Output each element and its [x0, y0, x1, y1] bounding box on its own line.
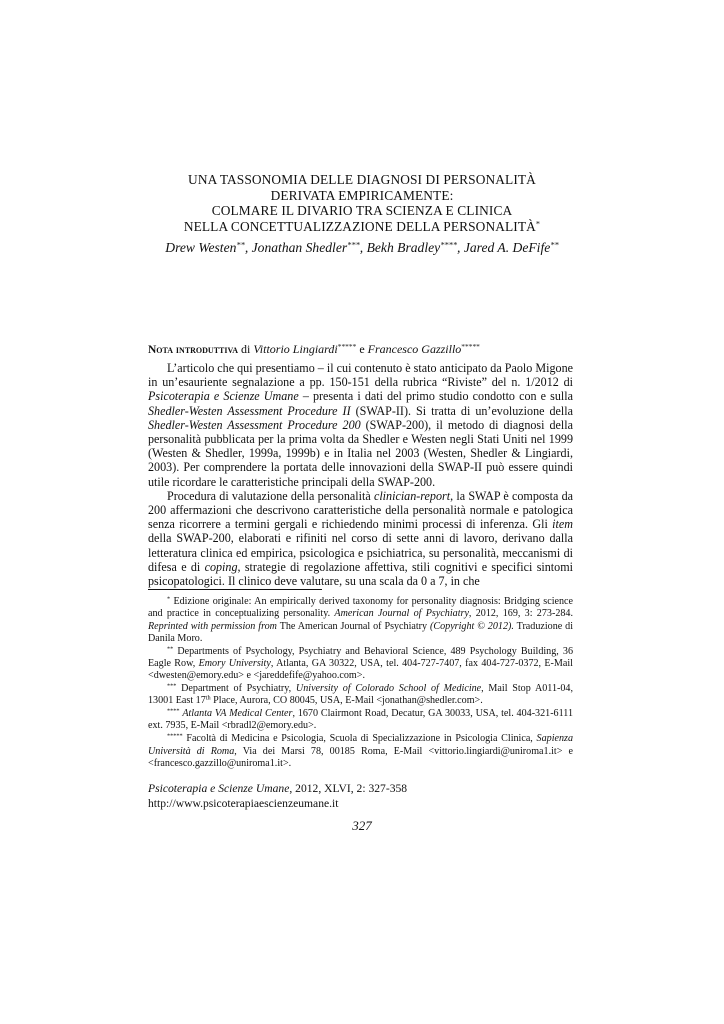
author-name: Jared A. DeFife [463, 240, 551, 255]
nota-and: e [356, 342, 368, 356]
title-line-1: UNA TASSONOMIA DELLE DIAGNOSI DI PERSONALITÀ [188, 172, 536, 187]
text-run: Edizione originale: An empirically derived taxonomy for personality diagnosis: Bridging science and practice in conceptualizing personality. [148, 596, 573, 620]
title-line-2: DERIVATA EMPIRICAMENTE: [270, 187, 454, 203]
text-run: Place, Aurora, CO 80045, USA, E-Mail <jonathan@shedler.com>. [210, 695, 483, 707]
footnote-mark: ** [167, 645, 174, 653]
text-run: , 1670 Clairmont Road, Decatur, GA 30033, USA, tel. 404-321-6111 ext. 7935, E-Mail <rbradl2@emory.edu>. [148, 708, 573, 732]
text-run: Facoltà di Medicina e Psicologia, Scuola di Specializzazione in Psicologia Clinica, [182, 733, 537, 745]
text-run: The American Journal of Psychiatry [276, 620, 430, 632]
footnotes [148, 596, 573, 771]
nota-di: di [238, 342, 254, 356]
journal-name: Psicoterapia e Scienze Umane [148, 782, 290, 795]
footnote-3 [148, 683, 573, 708]
author-name: Jonathan Shedler [251, 240, 348, 255]
nota-author-1-mark: ***** [337, 341, 357, 351]
italic-term: clinician-report [373, 488, 451, 503]
title-line-4 [0, 219, 724, 235]
text-run: (SWAP-II). Si tratta di un’evoluzione della [350, 403, 573, 418]
author-mark: **** [440, 239, 458, 250]
journal-name: Psicoterapia e Scienze Umane [148, 389, 299, 404]
author-separator: , [359, 240, 367, 255]
nota-author-1: Vittorio Lingiardi [253, 342, 338, 356]
institution-name: Atlanta VA Medical Center [182, 708, 293, 720]
institution-name: Emory University [198, 657, 271, 669]
title-line-3: COLMARE IL DIVARIO TRA SCIENZA E CLINICA [211, 203, 513, 218]
footnote-mark: *** [167, 682, 177, 690]
journal-url[interactable]: http://www.psicoterapiaescienzeumane.it [148, 796, 339, 810]
instrument-name: Shedler-Westen Assessment Procedure 200 [148, 417, 361, 432]
title-footnote-mark: * [535, 218, 541, 228]
text-run: Procedura di valutazione della personalità [167, 488, 374, 503]
italic-text: (Copyright © 2012). [430, 620, 514, 632]
text-run: , 2012, 169, 3: 273-284. [468, 608, 573, 620]
text-run: (SWAP-200), il metodo di diagnosi della personalità pubblicata per la prima volta da Shedler e Westen negli Stati Uniti nel 1999 (Westen & Shedler, 1999a, 1999b) e in Italia nel 2003 (Westen, Shedler & Lingiardi, 2003). Per comprendere la portata delle innovazioni della SWAP-II può essere quindi utile ricordare le caratteristiche principali della SWAP-200. [148, 417, 573, 489]
nota-label: Nota introduttiva [148, 344, 239, 356]
body-paragraph-1 [148, 361, 573, 489]
text-run: , Mail Stop A011-04, 13001 East 17 [148, 683, 573, 707]
institution-name: Sapienza Università di Roma [148, 733, 573, 757]
page-number: 327 [352, 818, 372, 833]
nota-author-2-mark: ***** [461, 341, 480, 351]
author-name: Bekh Bradley [366, 240, 441, 255]
text-run: L’articolo che qui presentiamo – il cui contenuto è stato anticipato da Paolo Migone in un’esauriente segnalazione a pp. 150-151 della rubrica “Riviste” del n. 1/2012 di [148, 361, 573, 390]
author-name: Drew Westen [165, 240, 237, 255]
nota-author-2: Francesco Gazzillo [367, 342, 462, 356]
text-run: Traduzione di Danila Moro. [148, 620, 574, 644]
citation-details: , 2012, XLVI, 2: 327-358 [289, 782, 408, 795]
journal-citation [148, 782, 407, 797]
introductory-note-heading [148, 342, 573, 358]
journal-footer [148, 782, 407, 811]
author-separator: , [244, 240, 252, 255]
text-run: Department of Psychiatry, [176, 683, 296, 695]
italic-term: coping [204, 559, 238, 574]
author-separator: , [457, 240, 464, 255]
journal-name: American Journal of Psychiatry [334, 608, 469, 620]
text-run: Departments of Psychology, Psychiatry and Behavioral Science, 489 Psychology Building, 36 Eagle Row, [148, 645, 573, 669]
italic-text: Reprinted with permission from [148, 620, 277, 632]
footnote-mark: ***** [167, 732, 183, 740]
title-line-4-text: NELLA CONCETTUALIZZAZIONE DELLA PERSONALITÀ [183, 218, 536, 234]
footnote-5 [148, 733, 573, 770]
text-run: – presenta i dati del primo studio condotto con e sulla [298, 389, 573, 404]
italic-term: item [552, 517, 573, 532]
text-run: , la SWAP è composta da 200 affermazioni che descrivono caratteristiche della personalità normale e patologica senza ricorrere a termini gergali e richiedendo minimi processi di inferenza. Gli [148, 488, 573, 532]
footnote-divider [148, 589, 322, 590]
institution-name: University of Colorado School of Medicine [295, 683, 482, 695]
author-mark: *** [347, 239, 360, 250]
footnote-1 [148, 596, 573, 645]
ordinal-suffix: th [205, 694, 211, 702]
footnote-mark: * [167, 595, 171, 603]
article-title [0, 172, 724, 234]
text-run: della SWAP-200, elaborati e rifiniti nel corso di sette anni di lavoro, derivano dalla letteratura clinica ed empirica, psicologica e psichiatrica, su personalità, meccanismi di difesa e di [148, 531, 573, 574]
author-list [0, 239, 724, 256]
instrument-name: Shedler-Westen Assessment Procedure II [148, 403, 351, 418]
author-mark: ** [236, 239, 245, 250]
author-mark: ** [550, 239, 559, 250]
text-run: , Via dei Marsi 78, 00185 Roma, E-Mail <vittorio.lingiardi@uniroma1.it> e <francesco.gazzillo@uniroma1.it>. [148, 745, 573, 769]
footnote-mark: **** [167, 707, 180, 715]
body-text [148, 361, 573, 588]
footnote-2 [148, 646, 573, 683]
text-run: , strategie di regolazione affettiva, stili cognitivi e specifici sintomi psicopatologici. Il clinico deve valutare, su una scala da 0 a 7, in che [148, 559, 573, 589]
footnote-4 [148, 708, 573, 733]
text-run: , Atlanta, GA 30322, USA, tel. 404-727-7407, fax 404-727-0372, E-Mail <dwesten@emory.edu> e <jareddefife@yahoo.com>. [148, 657, 573, 682]
body-paragraph-2 [148, 489, 573, 588]
